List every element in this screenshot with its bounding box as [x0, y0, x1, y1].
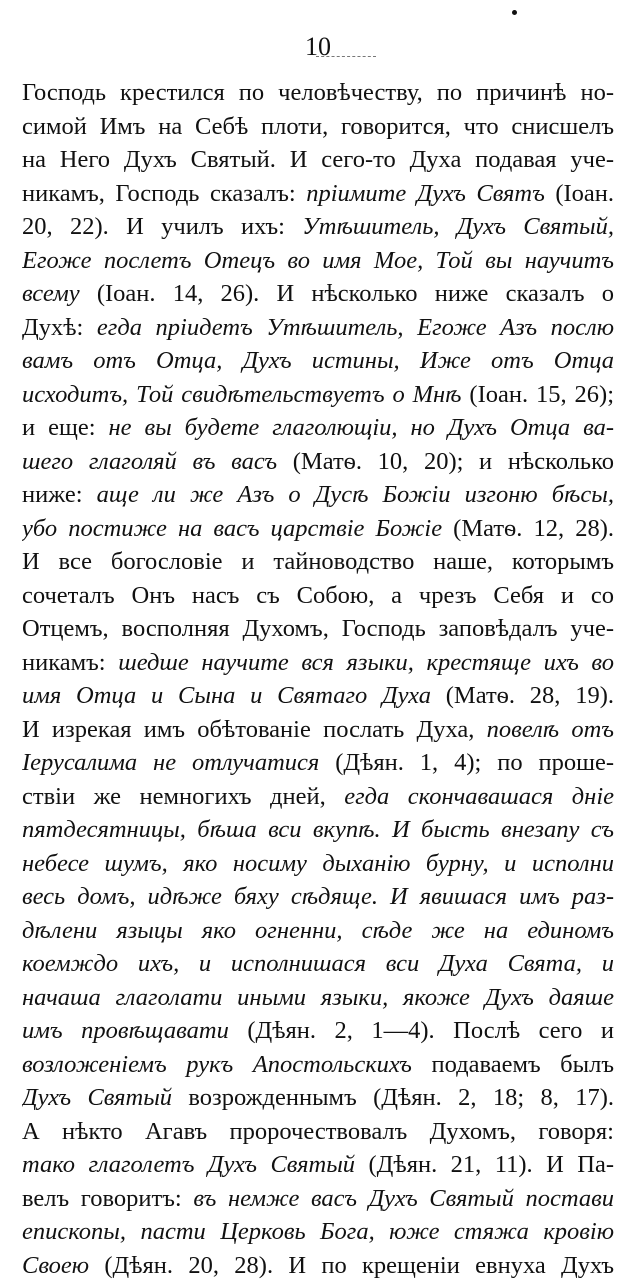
text-run: (Іоан. 14, 26). И нѣсколько ниже сказалъ о: [80, 280, 614, 307]
text-run: И все богословіе и тайноводство наше, которымъ: [22, 548, 614, 575]
text-line: [22, 612, 614, 646]
text-run: Отцемъ, восполняя Духомъ, Господь заповѣдалъ уче-: [22, 615, 614, 642]
text-line: [22, 177, 614, 211]
italic-quote: исходитъ, Той свидѣтельствуетъ о Мнѣ: [22, 381, 462, 408]
text-run: ствіи же немногихъ дней,: [22, 783, 344, 810]
text-line: [22, 981, 614, 1015]
text-line: [22, 579, 614, 613]
text-line: [22, 813, 614, 847]
italic-quote: вамъ отъ Отца, Духъ истины, Иже отъ Отца: [22, 347, 614, 374]
text-line: [22, 713, 614, 747]
text-run: никамъ:: [22, 649, 118, 676]
text-line: [22, 311, 614, 345]
text-run: подаваемъ былъ: [412, 1051, 614, 1078]
text-run: и еще:: [22, 414, 108, 441]
italic-quote: небесе шумъ, яко носиму дыханію бурну, и исполни: [22, 850, 614, 877]
text-run: Духѣ:: [22, 314, 97, 341]
text-run: (Матѳ. 12, 28).: [442, 515, 614, 542]
ink-speck: [512, 10, 517, 15]
text-line: [22, 445, 614, 479]
text-line: [22, 847, 614, 881]
text-line: [22, 1182, 614, 1216]
page-number: 10: [0, 32, 636, 62]
italic-quote: егда скончавашася дніе: [344, 783, 614, 810]
text-line: [22, 1215, 614, 1249]
italic-quote: возложеніемъ рукъ Апостольскихъ: [22, 1051, 412, 1078]
italic-quote: шедше научите вся языки, крестяще ихъ во: [118, 649, 614, 676]
italic-quote: пріимите Духъ Святъ: [306, 180, 545, 207]
text-run: симой Имъ на Себѣ плоти, говорится, что снисшелъ: [22, 113, 614, 140]
text-line: [22, 679, 614, 713]
italic-quote: Духъ Святый: [22, 1084, 172, 1111]
text-run: (Матѳ. 28, 19).: [431, 682, 614, 709]
text-line: [22, 914, 614, 948]
italic-quote: тако глаголетъ Духъ Святый: [22, 1151, 355, 1178]
text-run: А нѣкто Агавъ пророчествовалъ Духомъ, говоря:: [22, 1118, 614, 1145]
text-run: (Дѣян. 20, 28). И по крещеніи евнуха Духъ: [89, 1252, 614, 1279]
text-run: (Дѣян. 2, 1—4). Послѣ сего и: [229, 1017, 614, 1044]
text-line: [22, 76, 614, 110]
text-line: [22, 378, 614, 412]
italic-quote: убо постиже на васъ царствіе Божіе: [22, 515, 442, 542]
text-line: [22, 210, 614, 244]
text-line: [22, 1148, 614, 1182]
header-rule: [316, 56, 376, 57]
text-line: [22, 746, 614, 780]
text-line: [22, 411, 614, 445]
text-run: И изрекая имъ обѣтованіе послать Духа,: [22, 716, 487, 743]
text-line: [22, 1115, 614, 1149]
text-line: [22, 277, 614, 311]
text-run: возрожденнымъ (Дѣян. 2, 18; 8, 17).: [172, 1084, 614, 1111]
text-run: 20, 22). И училъ ихъ:: [22, 213, 302, 240]
text-line: [22, 1048, 614, 1082]
italic-quote: коемждо ихъ, и исполнишася вси Духа Свята, и: [22, 950, 614, 977]
text-line: [22, 344, 614, 378]
text-line: [22, 512, 614, 546]
italic-quote: пятдесятницы, бѣша вси вкупѣ. И бысть внезапу съ: [22, 816, 614, 843]
italic-quote: Утѣшитель, Духъ Святый,: [302, 213, 614, 240]
text-line: [22, 545, 614, 579]
text-line: [22, 1081, 614, 1115]
text-run: (Іоан. 15, 26);: [462, 381, 614, 408]
italic-quote: начаша глаголати иными языки, якоже Духъ даяше: [22, 984, 614, 1011]
text-run: ниже:: [22, 481, 97, 508]
text-run: (Іоан.: [545, 180, 614, 207]
italic-quote: всему: [22, 280, 80, 307]
text-line: [22, 110, 614, 144]
italic-quote: имъ провѣщавати: [22, 1017, 229, 1044]
text-run: (Дѣян. 1, 4); по проше-: [319, 749, 614, 776]
italic-quote: въ немже васъ Духъ Святый постави: [193, 1185, 614, 1212]
italic-quote: имя Отца и Сына и Святаго Духа: [22, 682, 431, 709]
italic-quote: Іерусалима не отлучатися: [22, 749, 319, 776]
text-line: [22, 1249, 614, 1282]
text-run: (Дѣян. 21, 11). И Па-: [355, 1151, 614, 1178]
italic-quote: епископы, пасти Церковь Бога, юже стяжа кровію: [22, 1218, 614, 1245]
body-text: [22, 76, 614, 1282]
italic-quote: весь домъ, идѣже бяху сѣдяще. И явишася имъ раз-: [22, 883, 614, 910]
text-run: велъ говоритъ:: [22, 1185, 193, 1212]
text-run: Господь крестился по человѣчеству, по причинѣ но-: [22, 79, 614, 106]
text-line: [22, 1014, 614, 1048]
italic-quote: аще ли же Азъ о Дусѣ Божіи изгоню бѣсы,: [97, 481, 614, 508]
italic-quote: дѣлени языцы яко огненни, сѣде же на единомъ: [22, 917, 614, 944]
italic-quote: повелѣ отъ: [487, 716, 614, 743]
text-run: на Него Духъ Святый. И сего-то Духа подавая уче-: [22, 146, 614, 173]
italic-quote: Егоже послетъ Отецъ во имя Мое, Той вы научитъ: [22, 247, 614, 274]
text-line: [22, 780, 614, 814]
text-line: [22, 143, 614, 177]
italic-quote: Своею: [22, 1252, 89, 1279]
text-run: никамъ, Господь сказалъ:: [22, 180, 306, 207]
text-line: [22, 880, 614, 914]
italic-quote: шего глаголяй въ васъ: [22, 448, 277, 475]
text-line: [22, 478, 614, 512]
text-run: сочеталъ Онъ насъ съ Собою, а чрезъ Себя и со: [22, 582, 614, 609]
text-run: (Матѳ. 10, 20); и нѣсколько: [277, 448, 614, 475]
text-line: [22, 244, 614, 278]
text-line: [22, 947, 614, 981]
italic-quote: егда пріидетъ Утѣшитель, Егоже Азъ послю: [97, 314, 614, 341]
italic-quote: не вы будете глаголющіи, но Духъ Отца ва-: [108, 414, 614, 441]
text-line: [22, 646, 614, 680]
